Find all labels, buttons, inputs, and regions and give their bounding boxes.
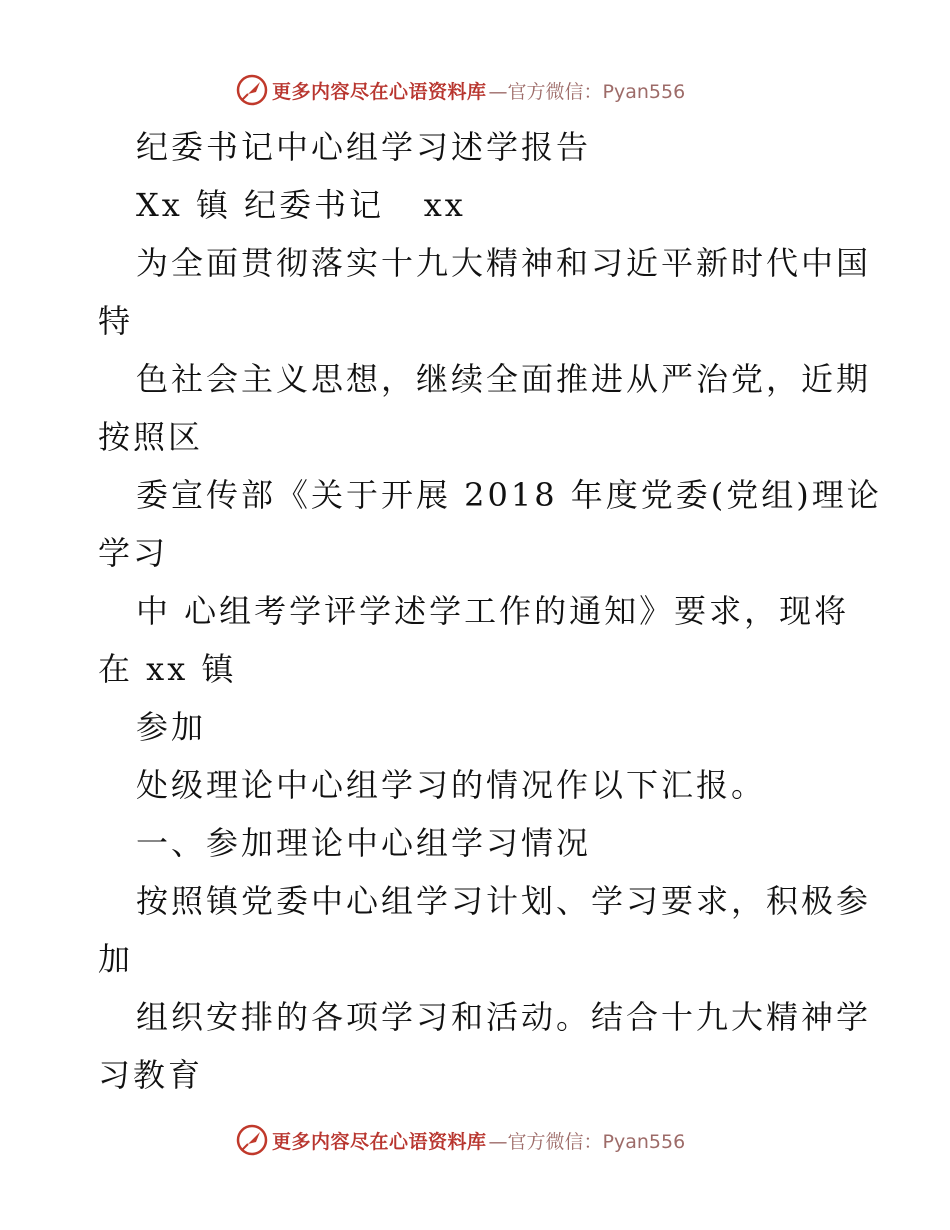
paragraph-line: 学习: [98, 534, 169, 572]
paragraph-line: 习教育: [98, 1056, 204, 1094]
quill-logo-icon: [236, 74, 268, 106]
paragraph-line: 特: [98, 302, 134, 340]
section-heading: 一、参加理论中心组学习情况: [136, 824, 592, 862]
paragraph-line: 在 xx 镇: [98, 650, 237, 688]
paragraph-line: 按照区: [98, 418, 204, 456]
paragraph-line: 色社会主义思想，继续全面推进从严治党，近期: [136, 360, 872, 398]
document-title: 纪委书记中心组学习述学报告: [136, 128, 592, 166]
quill-logo-icon: [236, 1124, 268, 1156]
author-line: Xx 镇 纪委书记 xx: [136, 186, 466, 224]
banner-main-text: 更多内容尽在心语资料库: [272, 1130, 487, 1153]
banner-wechat-text: —官方微信：Pyan556: [488, 80, 686, 103]
paragraph-line: 为全面贯彻落实十九大精神和习近平新时代中国: [136, 244, 872, 282]
paragraph-line: 参加: [136, 708, 207, 746]
paragraph-line: 按照镇党委中心组学习计划、学习要求，积极参: [136, 882, 872, 920]
header-watermark-banner: [236, 74, 716, 106]
paragraph-line: 加: [98, 940, 134, 978]
banner-main-text: 更多内容尽在心语资料库: [272, 80, 487, 103]
banner-wechat-text: —官方微信：Pyan556: [488, 1130, 686, 1153]
footer-watermark-banner: [236, 1124, 716, 1156]
paragraph-line: 委宣传部《关于开展 2018 年度党委(党组)理论: [136, 476, 882, 514]
paragraph-line: 处级理论中心组学习的情况作以下汇报。: [136, 766, 767, 804]
paragraph-line: 中 心组考学评学述学工作的通知》要求，现将: [136, 592, 850, 630]
paragraph-line: 组织安排的各项学习和活动。结合十九大精神学: [136, 998, 872, 1036]
